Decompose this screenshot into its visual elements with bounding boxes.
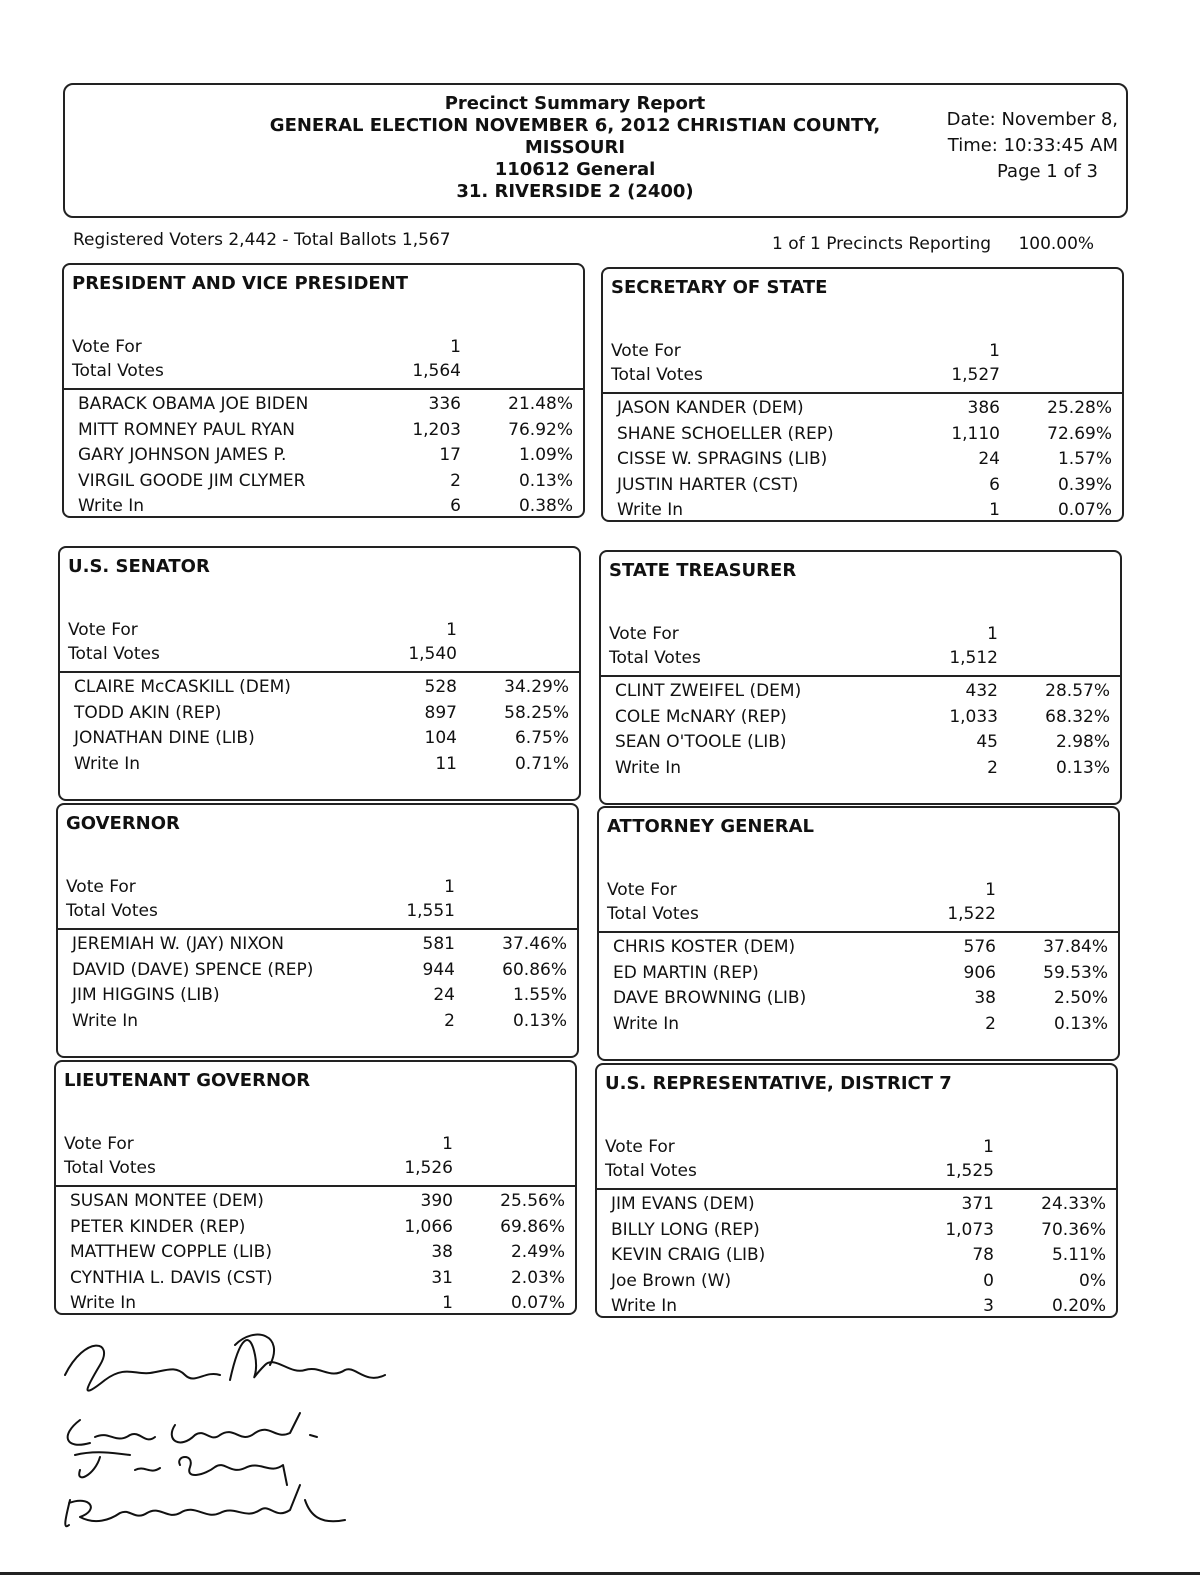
total-votes-label: Total Votes bbox=[607, 904, 699, 924]
candidate-votes: 581 bbox=[422, 934, 455, 954]
candidate-percent: 28.57% bbox=[1045, 681, 1110, 701]
candidate-name: SHANE SCHOELLER (REP) bbox=[617, 423, 834, 444]
candidate-votes: 45 bbox=[976, 732, 998, 752]
candidate-percent: 0.13% bbox=[1055, 757, 1110, 778]
total-votes-label: Total Votes bbox=[605, 1161, 697, 1181]
candidate-votes: 336 bbox=[428, 394, 461, 414]
vote-for-value: 1 bbox=[989, 341, 1000, 361]
vote-for-label: Vote For bbox=[66, 877, 136, 897]
page-number: Page 1 of 3 bbox=[997, 161, 1098, 182]
candidate-name: SEAN O'TOOLE (LIB) bbox=[615, 732, 787, 752]
candidate-name: Write In bbox=[74, 753, 141, 774]
candidate-votes: 528 bbox=[424, 677, 457, 697]
vote-for-label: Vote For bbox=[611, 341, 681, 361]
candidate-votes: 11 bbox=[435, 753, 457, 774]
candidate-votes: 2 bbox=[450, 470, 461, 491]
candidate-votes: 1,073 bbox=[945, 1219, 994, 1240]
candidate-votes: 390 bbox=[420, 1191, 453, 1211]
candidate-percent: 2.98% bbox=[1055, 732, 1110, 752]
candidate-name: JEREMIAH W. (JAY) NIXON bbox=[72, 934, 284, 954]
candidate-votes: 0 bbox=[983, 1270, 994, 1291]
header-title-block bbox=[215, 93, 935, 203]
contest-divider bbox=[601, 675, 1120, 677]
precincts-reporting bbox=[772, 234, 1094, 254]
candidate-votes: 1 bbox=[989, 500, 1000, 520]
candidate-name: JIM HIGGINS (LIB) bbox=[72, 985, 220, 1005]
candidate-percent: 1.55% bbox=[512, 985, 567, 1005]
candidate-list bbox=[56, 1191, 575, 1319]
precincts-reporting-label: 1 of 1 Precincts Reporting bbox=[772, 234, 992, 254]
candidate-row bbox=[603, 398, 1122, 424]
contest-divider bbox=[64, 388, 583, 390]
candidate-name: Write In bbox=[72, 1010, 139, 1031]
total-votes-label: Total Votes bbox=[64, 1158, 156, 1178]
candidate-row bbox=[60, 728, 579, 754]
candidate-row bbox=[603, 449, 1122, 475]
candidate-percent: 59.53% bbox=[1043, 962, 1108, 983]
candidate-row bbox=[603, 500, 1122, 526]
vote-for-label: Vote For bbox=[72, 337, 142, 357]
report-title: Precinct Summary Report bbox=[444, 93, 706, 114]
candidate-name: JIM EVANS (DEM) bbox=[611, 1194, 755, 1214]
candidate-percent: 2.50% bbox=[1053, 988, 1108, 1008]
candidate-row bbox=[603, 475, 1122, 501]
candidate-name: GARY JOHNSON JAMES P. bbox=[78, 445, 287, 465]
total-votes-value: 1,540 bbox=[408, 644, 457, 664]
candidate-row bbox=[597, 1194, 1116, 1220]
candidate-name: DAVID (DAVE) SPENCE (REP) bbox=[72, 959, 314, 980]
candidate-row bbox=[60, 754, 579, 780]
candidate-percent: 60.86% bbox=[502, 959, 567, 980]
candidate-percent: 25.56% bbox=[500, 1191, 565, 1211]
candidate-votes: 1,066 bbox=[404, 1216, 453, 1237]
candidate-list bbox=[597, 1194, 1116, 1322]
vote-for-value: 1 bbox=[446, 620, 457, 640]
total-votes-label: Total Votes bbox=[72, 361, 164, 381]
candidate-row bbox=[58, 985, 577, 1011]
candidate-name: CISSE W. SPRAGINS (LIB) bbox=[617, 449, 828, 469]
candidate-percent: 0.07% bbox=[1057, 500, 1112, 520]
vote-for-value: 1 bbox=[442, 1134, 453, 1154]
total-votes-label: Total Votes bbox=[68, 644, 160, 664]
election-name: GENERAL ELECTION NOVEMBER 6, 2012 CHRISTIAN COUNTY, bbox=[269, 115, 881, 136]
candidate-percent: 0% bbox=[1079, 1270, 1106, 1291]
candidate-name: CHRIS KOSTER (DEM) bbox=[613, 937, 796, 957]
candidate-name: Write In bbox=[78, 496, 145, 516]
vote-for-label: Vote For bbox=[64, 1134, 134, 1154]
candidate-name: Write In bbox=[70, 1293, 137, 1313]
vote-for-value: 1 bbox=[987, 624, 998, 644]
candidate-percent: 68.32% bbox=[1045, 706, 1110, 727]
candidate-votes: 371 bbox=[961, 1194, 994, 1214]
candidate-percent: 72.69% bbox=[1047, 423, 1112, 444]
candidate-votes: 2 bbox=[987, 757, 998, 778]
candidate-percent: 0.13% bbox=[518, 470, 573, 491]
candidate-list bbox=[603, 398, 1122, 526]
candidate-list bbox=[60, 677, 579, 779]
election-code: 110612 General bbox=[494, 159, 656, 180]
candidate-votes: 38 bbox=[974, 988, 996, 1008]
candidate-percent: 2.03% bbox=[510, 1267, 565, 1288]
candidate-percent: 0.13% bbox=[1053, 1013, 1108, 1034]
candidate-votes: 386 bbox=[967, 398, 1000, 418]
candidate-votes: 78 bbox=[972, 1245, 994, 1265]
total-votes-value: 1,525 bbox=[945, 1161, 994, 1181]
precincts-reporting-percent: 100.00% bbox=[1018, 234, 1095, 254]
candidate-name: PETER KINDER (REP) bbox=[70, 1216, 246, 1237]
contest-box bbox=[58, 546, 581, 801]
candidate-row bbox=[599, 988, 1118, 1014]
total-votes-label: Total Votes bbox=[609, 648, 701, 668]
candidate-name: ED MARTIN (REP) bbox=[613, 962, 759, 983]
contest-divider bbox=[56, 1185, 575, 1187]
candidate-percent: 58.25% bbox=[504, 702, 569, 723]
candidate-percent: 70.36% bbox=[1041, 1219, 1106, 1240]
contest-divider bbox=[599, 931, 1118, 933]
contest-title: SECRETARY OF STATE bbox=[611, 277, 828, 298]
candidate-name: JUSTIN HARTER (CST) bbox=[617, 474, 799, 495]
candidate-name: DAVE BROWNING (LIB) bbox=[613, 988, 807, 1008]
contest-title: LIEUTENANT GOVERNOR bbox=[64, 1070, 311, 1091]
contest-divider bbox=[603, 392, 1122, 394]
candidate-row bbox=[597, 1245, 1116, 1271]
candidate-row bbox=[601, 707, 1120, 733]
candidate-name: CYNTHIA L. DAVIS (CST) bbox=[70, 1267, 273, 1288]
candidate-percent: 24.33% bbox=[1041, 1194, 1106, 1214]
report-time: Time: 10:33:45 AM bbox=[947, 135, 1118, 156]
candidate-votes: 6 bbox=[989, 474, 1000, 495]
candidate-percent: 0.13% bbox=[512, 1010, 567, 1031]
candidate-votes: 1,203 bbox=[412, 419, 461, 440]
contest-box bbox=[54, 1060, 577, 1315]
candidate-percent: 6.75% bbox=[514, 728, 569, 748]
candidate-percent: 0.20% bbox=[1051, 1296, 1106, 1316]
candidate-votes: 1,033 bbox=[949, 706, 998, 727]
candidate-name: KEVIN CRAIG (LIB) bbox=[611, 1245, 766, 1265]
vote-for-value: 1 bbox=[450, 337, 461, 357]
candidate-list bbox=[601, 681, 1120, 783]
candidate-row bbox=[601, 681, 1120, 707]
contest-title: ATTORNEY GENERAL bbox=[607, 816, 815, 837]
contest-box bbox=[56, 803, 579, 1058]
contest-box bbox=[595, 1063, 1118, 1318]
contest-title: U.S. REPRESENTATIVE, DISTRICT 7 bbox=[605, 1073, 952, 1094]
candidate-row bbox=[64, 471, 583, 497]
contest-box bbox=[62, 263, 585, 518]
vote-for-value: 1 bbox=[983, 1137, 994, 1157]
candidate-name: COLE McNARY (REP) bbox=[615, 706, 787, 727]
total-votes-value: 1,551 bbox=[406, 901, 455, 921]
contest-box bbox=[597, 806, 1120, 1061]
candidate-percent: 76.92% bbox=[508, 419, 573, 440]
candidate-percent: 21.48% bbox=[508, 394, 573, 414]
candidate-row bbox=[599, 963, 1118, 989]
candidate-votes: 944 bbox=[422, 959, 455, 980]
total-votes-value: 1,527 bbox=[951, 365, 1000, 385]
candidate-votes: 1 bbox=[442, 1293, 453, 1313]
candidate-row bbox=[601, 732, 1120, 758]
candidate-row bbox=[64, 420, 583, 446]
candidate-votes: 897 bbox=[424, 702, 457, 723]
vote-for-label: Vote For bbox=[605, 1137, 675, 1157]
candidate-votes: 2 bbox=[444, 1010, 455, 1031]
candidate-votes: 576 bbox=[963, 937, 996, 957]
candidate-name: JONATHAN DINE (LIB) bbox=[74, 728, 255, 748]
candidate-percent: 0.39% bbox=[1057, 474, 1112, 495]
candidate-name: SUSAN MONTEE (DEM) bbox=[70, 1191, 264, 1211]
candidate-row bbox=[601, 758, 1120, 784]
election-state: MISSOURI bbox=[524, 137, 626, 158]
contest-box bbox=[599, 550, 1122, 805]
candidate-percent: 37.84% bbox=[1043, 937, 1108, 957]
candidate-votes: 2 bbox=[985, 1013, 996, 1034]
bottom-rule bbox=[0, 1572, 1200, 1575]
candidate-percent: 5.11% bbox=[1051, 1245, 1106, 1265]
vote-for-label: Vote For bbox=[607, 880, 677, 900]
candidate-row bbox=[597, 1296, 1116, 1322]
candidate-list bbox=[599, 937, 1118, 1039]
candidate-name: CLAIRE McCASKILL (DEM) bbox=[74, 677, 291, 697]
candidate-row bbox=[60, 677, 579, 703]
candidate-row bbox=[64, 445, 583, 471]
candidate-votes: 31 bbox=[431, 1267, 453, 1288]
candidate-row bbox=[64, 496, 583, 522]
signatures bbox=[55, 1325, 415, 1565]
candidate-name: Joe Brown (W) bbox=[611, 1270, 732, 1291]
candidate-row bbox=[597, 1271, 1116, 1297]
candidate-row bbox=[64, 394, 583, 420]
candidate-row bbox=[60, 703, 579, 729]
total-votes-value: 1,526 bbox=[404, 1158, 453, 1178]
candidate-votes: 17 bbox=[439, 445, 461, 465]
candidate-percent: 1.57% bbox=[1057, 449, 1112, 469]
candidate-row bbox=[56, 1191, 575, 1217]
candidate-name: MITT ROMNEY PAUL RYAN bbox=[78, 419, 295, 440]
total-votes-value: 1,522 bbox=[947, 904, 996, 924]
candidate-percent: 0.38% bbox=[518, 496, 573, 516]
contest-title: STATE TREASURER bbox=[609, 560, 797, 581]
contest-divider bbox=[597, 1188, 1116, 1190]
candidate-percent: 1.09% bbox=[518, 445, 573, 465]
contest-title: GOVERNOR bbox=[66, 813, 180, 834]
candidate-votes: 104 bbox=[424, 728, 457, 748]
candidate-list bbox=[58, 934, 577, 1036]
candidate-votes: 6 bbox=[450, 496, 461, 516]
candidate-votes: 24 bbox=[978, 449, 1000, 469]
vote-for-value: 1 bbox=[444, 877, 455, 897]
candidate-row bbox=[603, 424, 1122, 450]
candidate-row bbox=[56, 1268, 575, 1294]
candidate-name: BILLY LONG (REP) bbox=[611, 1219, 760, 1240]
candidate-votes: 1,110 bbox=[951, 423, 1000, 444]
candidate-name: MATTHEW COPPLE (LIB) bbox=[70, 1242, 272, 1262]
total-votes-value: 1,564 bbox=[412, 361, 461, 381]
candidate-votes: 432 bbox=[965, 681, 998, 701]
report-meta bbox=[947, 107, 1118, 185]
candidate-name: VIRGIL GOODE JIM CLYMER bbox=[78, 470, 306, 491]
precinct-name: 31. RIVERSIDE 2 (2400) bbox=[456, 181, 694, 202]
candidate-votes: 24 bbox=[433, 985, 455, 1005]
total-votes-label: Total Votes bbox=[66, 901, 158, 921]
candidate-votes: 3 bbox=[983, 1296, 994, 1316]
contest-divider bbox=[60, 671, 579, 673]
candidate-percent: 25.28% bbox=[1047, 398, 1112, 418]
total-votes-value: 1,512 bbox=[949, 648, 998, 668]
candidate-row bbox=[56, 1293, 575, 1319]
candidate-name: Write In bbox=[611, 1296, 678, 1316]
candidate-percent: 34.29% bbox=[504, 677, 569, 697]
candidate-name: JASON KANDER (DEM) bbox=[617, 398, 804, 418]
candidate-percent: 2.49% bbox=[510, 1242, 565, 1262]
candidate-percent: 69.86% bbox=[500, 1216, 565, 1237]
candidate-row bbox=[599, 1014, 1118, 1040]
candidate-row bbox=[56, 1217, 575, 1243]
candidate-votes: 906 bbox=[963, 962, 996, 983]
vote-for-label: Vote For bbox=[68, 620, 138, 640]
candidate-name: Write In bbox=[613, 1013, 680, 1034]
report-date: Date: November 8, bbox=[946, 109, 1118, 130]
contest-title: PRESIDENT AND VICE PRESIDENT bbox=[72, 273, 409, 294]
candidate-row bbox=[58, 960, 577, 986]
vote-for-value: 1 bbox=[985, 880, 996, 900]
candidate-percent: 0.07% bbox=[510, 1293, 565, 1313]
candidate-name: Write In bbox=[615, 757, 682, 778]
contest-box bbox=[601, 267, 1124, 522]
candidate-row bbox=[599, 937, 1118, 963]
candidate-row bbox=[597, 1220, 1116, 1246]
candidate-name: CLINT ZWEIFEL (DEM) bbox=[615, 681, 802, 701]
candidate-row bbox=[58, 1011, 577, 1037]
candidate-name: Write In bbox=[617, 500, 684, 520]
candidate-percent: 0.71% bbox=[514, 753, 569, 774]
candidate-votes: 38 bbox=[431, 1242, 453, 1262]
candidate-row bbox=[56, 1242, 575, 1268]
vote-for-label: Vote For bbox=[609, 624, 679, 644]
candidate-percent: 37.46% bbox=[502, 934, 567, 954]
registered-voters: Registered Voters 2,442 - Total Ballots 1,567 bbox=[73, 230, 451, 250]
candidate-name: BARACK OBAMA JOE BIDEN bbox=[78, 394, 309, 414]
total-votes-label: Total Votes bbox=[611, 365, 703, 385]
contest-title: U.S. SENATOR bbox=[68, 556, 210, 577]
candidate-name: TODD AKIN (REP) bbox=[74, 702, 222, 723]
candidate-list bbox=[64, 394, 583, 522]
contest-divider bbox=[58, 928, 577, 930]
candidate-row bbox=[58, 934, 577, 960]
report-header bbox=[63, 83, 1128, 218]
